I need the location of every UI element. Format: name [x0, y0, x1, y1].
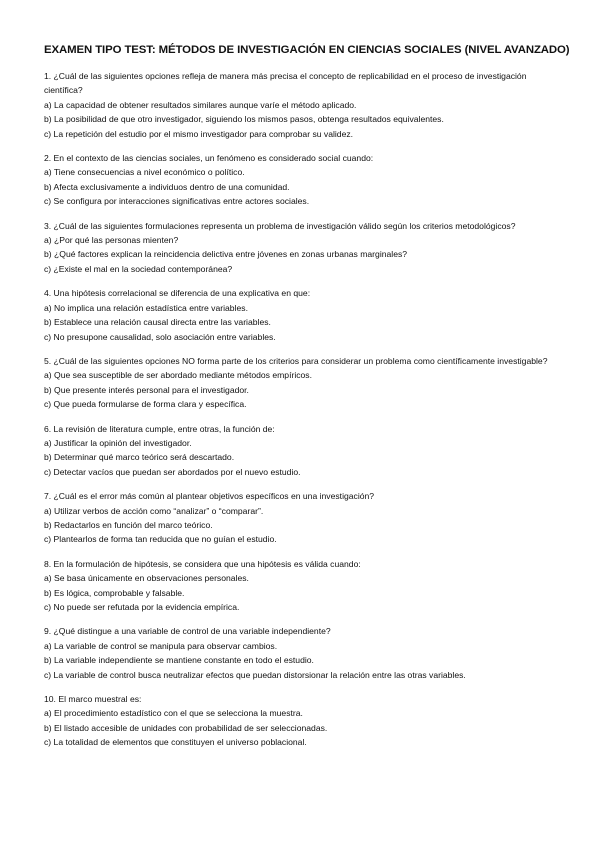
- question-6: [44, 422, 560, 480]
- answer-option-a: a) Justificar la opinión del investigador.: [44, 437, 192, 448]
- answer-option-c: c) La totalidad de elementos que constituyen el universo poblacional.: [44, 737, 307, 748]
- answer-option-a: a) No implica una relación estadística entre variables.: [44, 302, 248, 313]
- answer-option-c: c) Detectar vacíos que puedan ser abordados por el nuevo estudio.: [44, 466, 301, 477]
- question-text: 10. El marco muestral es:: [44, 694, 142, 705]
- answer-option-a: a) La variable de control se manipula para observar cambios.: [44, 640, 278, 651]
- answer-option-c: c) ¿Existe el mal en la sociedad contemporánea?: [44, 263, 233, 274]
- question-text: 7. ¿Cuál es el error más común al plantear objetivos específicos en una investigación?: [44, 491, 375, 502]
- answer-option-c: c) Que pueda formularse de forma clara y específica.: [44, 399, 247, 410]
- answer-option-c: c) Plantearlos de forma tan reducida que no guían el estudio.: [44, 534, 277, 545]
- questions-list: [44, 69, 560, 750]
- question-text: 9. ¿Qué distingue a una variable de control de una variable independiente?: [44, 626, 331, 637]
- answer-option-a: a) La capacidad de obtener resultados similares aunque varíe el método aplicado.: [44, 99, 357, 110]
- question-text: 8. En la formulación de hipótesis, se considera que una hipótesis es válida cuando:: [44, 558, 361, 569]
- question-9: [44, 624, 560, 682]
- question-7: [44, 489, 560, 547]
- question-10: [44, 692, 560, 750]
- question-4: [44, 286, 560, 344]
- answer-option-b: b) La variable independiente se mantiene constante en todo el estudio.: [44, 655, 314, 666]
- question-5: [44, 354, 560, 412]
- answer-option-c: c) No puede ser refutada por la evidencia empírica.: [44, 602, 240, 612]
- answer-option-c: c) La variable de control busca neutralizar efectos que puedan distorsionar la relación entre las otras variables.: [44, 669, 466, 680]
- answer-option-b: b) Afecta exclusivamente a individuos dentro de una comunidad.: [44, 181, 290, 192]
- answer-option-b: b) Es lógica, comprobable y falsable.: [44, 587, 185, 598]
- answer-option-a: a) Utilizar verbos de acción como “analizar” o “comparar”.: [44, 505, 264, 516]
- answer-option-a: a) Se basa únicamente en observaciones personales.: [44, 573, 249, 584]
- question-text: 5. ¿Cuál de las siguientes opciones NO forma parte de los criterios para considerar un problema como científicamente investigable?: [44, 355, 548, 366]
- answer-option-a: a) Tiene consecuencias a nivel económico o político.: [44, 167, 245, 178]
- answer-option-c: c) La repetición del estudio por el mismo investigador para comprobar su validez.: [44, 128, 354, 139]
- question-1: [44, 69, 560, 141]
- question-3: [44, 219, 560, 277]
- question-text: 6. La revisión de literatura cumple, entre otras, la función de:: [44, 423, 275, 434]
- answer-option-b: b) El listado accesible de unidades con probabilidad de ser seleccionadas.: [44, 722, 328, 733]
- question-text: 4. Una hipótesis correlacional se diferencia de una explicativa en que:: [44, 288, 311, 299]
- answer-option-a: a) Que sea susceptible de ser abordado mediante métodos empíricos.: [44, 370, 312, 381]
- question-text: 1. ¿Cuál de las siguientes opciones refleja de manera más precisa el concepto de replicabilidad en el proceso de investigación científica?: [44, 71, 527, 96]
- question-2: [44, 151, 560, 209]
- exam-title: EXAMEN TIPO TEST: MÉTODOS DE INVESTIGACIÓN EN CIENCIAS SOCIALES (NIVEL AVANZADO): [44, 44, 570, 56]
- answer-option-c: c) No presupone causalidad, solo asociación entre variables.: [44, 331, 276, 342]
- answer-option-a: a) El procedimiento estadístico con el que se selecciona la muestra.: [44, 708, 303, 719]
- question-text: 3. ¿Cuál de las siguientes formulaciones representa un problema de investigación válido según los criterios metodológicos?: [44, 220, 516, 231]
- answer-option-c: c) Se configura por interacciones significativas entre actores sociales.: [44, 196, 310, 207]
- answer-option-b: b) Establece una relación causal directa entre las variables.: [44, 317, 271, 328]
- answer-option-b: b) ¿Qué factores explican la reincidencia delictiva entre jóvenes en zonas urbanas marginales?: [44, 249, 408, 260]
- answer-option-b: b) Que presente interés personal para el investigador.: [44, 384, 249, 395]
- question-8: [44, 557, 560, 615]
- answer-option-b: b) Redactarlos en función del marco teórico.: [44, 519, 213, 530]
- answer-option-b: b) La posibilidad de que otro investigador, siguiendo los mismos pasos, obtenga resultados equivalentes.: [44, 114, 444, 125]
- answer-option-b: b) Determinar qué marco teórico será descartado.: [44, 452, 235, 463]
- answer-option-a: a) ¿Por qué las personas mienten?: [44, 235, 179, 246]
- question-text: 2. En el contexto de las ciencias sociales, un fenómeno es considerado social cuando:: [44, 153, 374, 164]
